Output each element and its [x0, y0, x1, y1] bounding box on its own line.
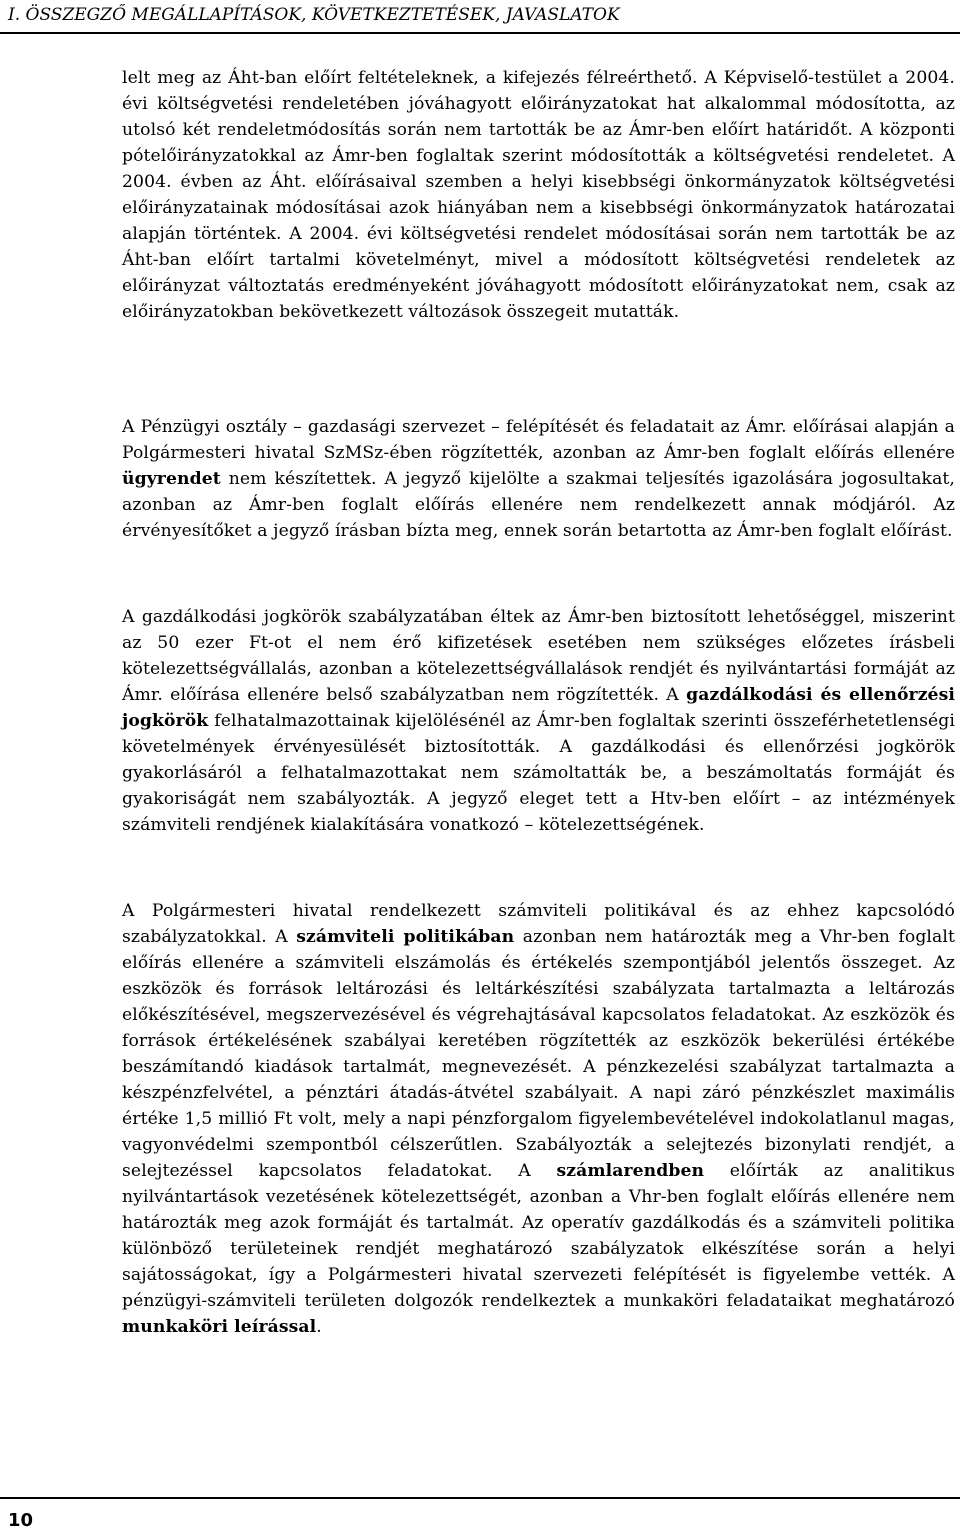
- bold-phrase: ügyrendet: [122, 469, 221, 489]
- text-run: nem készítettek. A jegyző kijelölte a szakmai teljesítés igazolására jogosultakat, azonban az Ámr-ben foglalt előírás ellenére nem rendelkezett annak módjáról. Az érvényesítőket a jegyző írásban bízta meg, ennek során betartotta az Ámr-ben foglalt előírást.: [122, 469, 955, 541]
- text-run: A gazdálkodási jogkörök szabályzatában éltek az Ámr-ben biztosított lehetőséggel, miszerint az 50 ezer Ft-ot el nem érő kifizetések esetében nem szükséges előzetes írásbeli kötelezettségvállalás, azonban a kötelezettségvállalások rendjét és nyilvántartási formáját az Ámr. előírása ellenére belső szabályzatban nem rögzítették. A: [122, 607, 955, 705]
- text-run: lelt meg az Áht-ban előírt feltételeknek, a kifejezés félreérthető. A Képviselő-testület a 2004. évi költségvetési rendeletében jóváhagyott előirányzatokat hat alkalommal módosította, az utolsó két rendeletmódosítás során nem tartották be az Ámr-ben előírt határidőt. A központi pótelőirányzatokkal az Ámr-ben foglaltak szerint módosították a költségvetési rendeletet. A 2004. évben az Áht. előírásaival szemben a helyi kisebbségi önkormányzatok költségvetési előirányzatainak módosításai azok hiányában nem a kisebbségi önkormányzatok határozatai alapján történtek. A 2004. évi költségvetési rendelet módosításai során nem tartották be az Áht-ban előírt tartalmi követelményt, mivel a módosított költségvetési rendeletek az előirányzat változtatás eredményeként jóváhagyott módosított előirányzatokat nem, csak az előirányzatokban bekövetkezett változások összegeit mutatták.: [122, 68, 955, 322]
- paragraph-2: [122, 414, 955, 544]
- text-run: A Pénzügyi osztály – gazdasági szervezet – felépítését és feladatait az Ámr. előírásai alapján a Polgármesteri hivatal SzMSz-ében rögzítették, azonban az Ámr-ben foglalt előírás ellenére: [122, 417, 955, 463]
- bold-phrase: munkaköri leírással: [122, 1317, 317, 1337]
- paragraph-4: [122, 898, 955, 1340]
- text-run: azonban nem határozták meg a Vhr-ben foglalt előírás ellenére a számviteli elszámolás és értékelés szempontjából jelentős összeget. Az eszközök és források leltározási és leltárkészítési szabályzata tartalmazta a leltározás előkészítésével, megszervezésével és végrehajtásával kapcsolatos feladatokat. Az eszközök és források értékelésének szabályai keretében rögzítették az eszközök bekerülési értékébe beszámítandó kiadások tartalmát, megnevezését. A pénzkezelési szabályzat tartalmazta a készpénzfelvétel, a pénztári átadás-átvétel szabályait. A napi záró pénzkészlet maximális értéke 1,5 millió Ft volt, mely a napi pénzforgalom figyelembevételével indokolatlanul magas, vagyonvédelmi szempontból célszerűtlen. Szabályozták a selejtezés bizonylati rendjét, a selejtezéssel kapcsolatos feladatokat. A: [122, 927, 955, 1181]
- text-run: A Polgármesteri hivatal rendelkezett számviteli politikával és az ehhez kapcsolódó szabályzatokkal. A: [122, 901, 955, 947]
- page-number: 10: [8, 1510, 34, 1531]
- text-run: felhatalmazottainak kijelölésénél az Ámr-ben foglaltak szerinti összeférhetetlenségi követelmények érvényesülését biztosították. A gazdálkodási és ellenőrzési jogkörök gyakorlásáról a felhatalmazottakat nem számoltatták be, a beszámoltatás formáját és gyakoriságát nem szabályozták. A jegyző eleget tett a Htv-ben előírt – az intézmények számviteli rendjének kialakítására vonatkozó – kötelezettségének.: [122, 711, 955, 835]
- bold-phrase: számviteli politikában: [296, 927, 515, 947]
- header-rule: [0, 32, 960, 34]
- page-header: [0, 0, 960, 30]
- chapter-title: I. ÖSSZEGZŐ MEGÁLLAPÍTÁSOK, KÖVETKEZTETÉSEK, JAVASLATOK: [8, 5, 620, 25]
- text-run: .: [316, 1317, 322, 1337]
- paragraph-3: [122, 604, 955, 838]
- paragraph-1: [122, 65, 955, 325]
- footer-rule: [0, 1497, 960, 1499]
- bold-phrase: gazdálkodási és ellenőrzési jogkörök: [122, 685, 955, 731]
- text-run: előírták az analitikus nyilvántartások vezetésének kötelezettségét, azonban a Vhr-ben foglalt előírás ellenére nem határozták meg azok formáját és tartalmát. Az operatív gazdálkodás és a számviteli politika különböző területeinek rendjét meghatározó szabályzatok elkészítése során a helyi sajátosságokat, így a Polgármesteri hivatal szervezeti felépítését is figyelembe vették. A pénzügyi-számviteli területen dolgozók rendelkeztek a munkaköri feladataikat meghatározó: [122, 1161, 955, 1311]
- bold-phrase: számlarendben: [556, 1161, 705, 1181]
